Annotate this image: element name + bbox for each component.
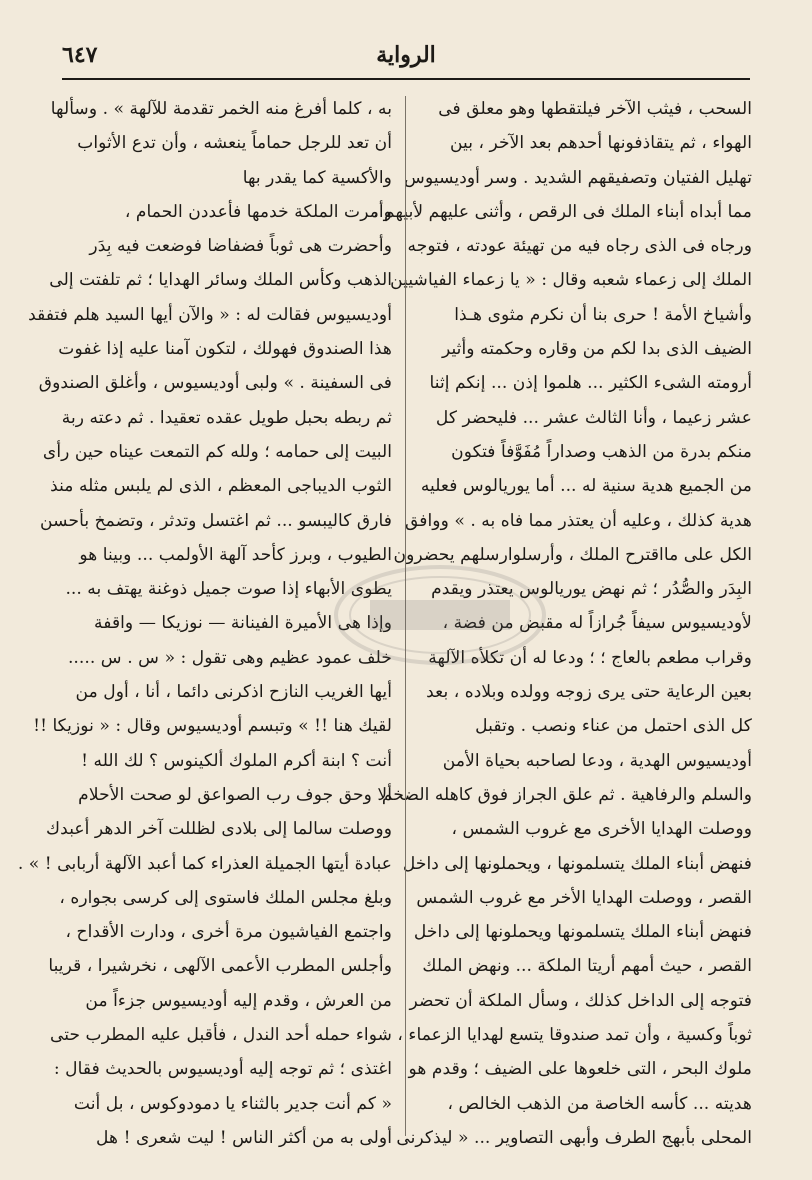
text-line: والسلم والرفاهية . ثم علق الجراز فوق كاهله الضخم <box>381 784 752 805</box>
text-line: من الجميع هدية سنية له ... أما يوريالوس فعليه <box>420 476 752 497</box>
text-line: الكل على مااقترح الملك ، وأرسلوارسلهم يحضرون <box>393 544 752 565</box>
text-line: بعين الرعاية حتى يرى زوجه وولده وبلاده ، بعد <box>426 682 752 703</box>
text-line: وإذا هى الأميرة الفينانة — نوزيكا — واقفة <box>94 613 392 634</box>
column-divider <box>405 96 406 1136</box>
page-number: ٦٤٧ <box>62 42 98 68</box>
text-line: وأمرت الملكة خدمها فأعددن الحمام ، <box>124 201 392 222</box>
text-line: وأجلس المطرب الأعمى الآلهى ، نخرشيرا ، قريبا <box>48 956 392 977</box>
text-line: أيها الغريب النازح اذكرنى دائما ، أنا ، أول من <box>75 682 392 703</box>
text-line: عبادة أيتها الجميلة العذراء كما أعبد الآلهة أربابى ! » . <box>17 853 392 874</box>
text-line: الذهب وكأس الملك وسائر الهدايا ؛ ثم تلفتت إلى <box>49 270 392 291</box>
text-line: والأكسية كما يقدر بها <box>242 167 392 188</box>
text-line: ثم ربطه بحبل طويل عقده تعقيدا . ثم دعته ربة <box>61 407 392 428</box>
text-line: الملك إلى زعماء شعبه وقال : « يا زعماء الفياشيين <box>390 270 752 291</box>
text-line: فنهض أبناء الملك يتسلمونها ، ويحملونها إلى داخل <box>402 853 752 874</box>
text-line: ثوباً وكسية ، وأن تمد صندوقا يتسع لهدايا الزعماء ، <box>397 1025 752 1046</box>
text-line: ووصلت سالما إلى بلادى لظللت آخر الدهر أعبدك <box>46 819 392 840</box>
text-line: وأشياخ الأمة ! حرى بنا أن نكرم مثوى هـذا <box>454 304 752 325</box>
text-line: الضيف الذى بدا لكم من وقاره وحكمته وأثير <box>441 339 752 360</box>
text-line: أولى به من أكثر الناس ! ليت شعرى ! هل <box>96 1127 392 1148</box>
text-line: أن تعد للرجل حماماً ينعشه ، وأن تدع الأثواب <box>77 133 392 154</box>
text-line: الطيوب ، وبرز كأحد آلهة الأولمب ... وبينا هو <box>79 544 392 565</box>
text-line: أوديسيوس فقالت له : « والآن أيها السيد هلم فتفقد <box>28 304 392 325</box>
text-line: لأوديسيوس سيفاً جُرازاً له مقبض من فضة ، <box>442 613 752 634</box>
text-line: وبلغ مجلس الملك فاستوى إلى كرسى بجواره ، <box>59 887 392 908</box>
text-line: مما أبداه أبناء الملك فى الرقص ، وأثنى عليهم لأبيهم ، <box>373 201 752 222</box>
text-line: ووصلت الهدايا الأخرى مع غروب الشمس ، <box>451 819 752 840</box>
text-line: وقراب مطعم بالعاج ؛ ؛ ودعا له أن تكلأه الآلهة <box>428 647 752 668</box>
text-line: اغتذى ؛ ثم توجه إليه أوديسيوس بالحديث فقال : <box>53 1059 392 1080</box>
text-line: أوديسيوس الهدية ، ودعا لصاحبه بحياة الأمن <box>442 750 752 771</box>
text-line: البيت إلى حمامه ؛ ولله كم التمعت عيناه حين رأى <box>42 441 392 462</box>
text-line: البِدَر والصُّدُر ؛ ثم نهض يوريالوس يعتذر ويقدم <box>431 579 752 600</box>
text-line: وأحضرت هى ثوباً فضفاضا فوضعت فيه بِدَر <box>89 236 392 257</box>
text-line: يطوى الأبهاء إذا صوت جميل ذوغنة يهتف به ... <box>65 579 392 600</box>
text-line: أنت ؟ ابنة أكرم الملوك ألكينوس ؟ لك الله ! <box>81 750 392 771</box>
text-line: فى السفينة . » ولبى أوديسيوس ، وأغلق الصندوق <box>38 373 392 394</box>
header-rule <box>62 78 750 80</box>
text-line: القصر ، ووصلت الهدايا الأخر مع غروب الشمس <box>416 887 752 908</box>
text-line: ألا وحق جوف رب الصواعق لو صحت الأحلام <box>78 784 392 805</box>
text-line: فتوجه إلى الداخل كذلك ، وسأل الملكة أن تحضر <box>409 990 752 1011</box>
text-line: « كم أنت جدير بالثناء يا دمودوكوس ، بل أنت <box>73 1093 392 1114</box>
text-line: هذا الصندوق فهولك ، لتكون آمنا عليه إذا غفوت <box>58 339 392 360</box>
text-line: منكم بدرة من الذهب وصداراً مُفَوَّفاً فتكون <box>451 441 752 462</box>
text-line: الثوب الديباجى المعظم ، الذى لم يلبس مثله منذ <box>50 476 392 497</box>
text-line: لقيك هنا !! » وتبسم أوديسيوس وقال : « نوزيكا !! <box>33 716 392 737</box>
text-line: خلف عمود عظيم وهى تقول : « س . س ..... <box>67 647 392 668</box>
text-column-right <box>373 92 752 1155</box>
text-line: فنهض أبناء الملك يتسلمونها ويحملونها إلى داخل <box>413 922 752 943</box>
text-line: به ، كلما أفرغ منه الخمر تقدمة للآلهة » . وسألها <box>50 99 392 119</box>
text-line: ورجاه فى الذى رجاه فيه من تهيئة عودته ، فتوجه <box>407 236 752 257</box>
text-line: شواء حمله أحد الندل ، فأقبل عليه المطرب حتى <box>49 1025 392 1046</box>
text-line: هدية كذلك ، وعليه أن يعتذر مما فاه به . » ووافق <box>404 510 752 531</box>
text-line: القصر ، حيث أمهم أريتا الملكة ... ونهض الملك <box>422 956 752 977</box>
text-line: من العرش ، وقدم إليه أوديسيوس جزءاً من <box>85 990 392 1011</box>
running-title: الرواية <box>376 42 436 68</box>
text-line: تهليل الفتيان وتصفيقهم الشديد . وسر أوديسيوس <box>404 167 752 188</box>
text-line: الهواء ، ثم يتقاذفونها أحدهم بعد الآخر ، بين <box>449 133 752 154</box>
text-line: السحب ، فيثب الآخر فيلتقطها وهو معلق فى <box>438 99 752 119</box>
text-line: المحلى بأبهج الطرف وأبهى التصاوير ... « ليذكرنى <box>396 1127 752 1148</box>
text-column-left <box>17 92 392 1155</box>
text-line: ملوك البحر ، التى خلعوها على الضيف ؛ وقدم هو <box>408 1059 752 1080</box>
text-line: عشر زعيما ، وأنا الثالث عشر ... فليحضر كل <box>435 407 752 428</box>
page-header <box>62 36 750 76</box>
text-line: فارق كاليبسو ... ثم اغتسل وتدثر ، وتضمخ بأحسن <box>40 510 392 531</box>
text-line: أرومته الشىء الكثير ... هلموا إذن ... إنكم إثنا <box>429 373 752 394</box>
text-line: كل الذى احتمل من عناء ونصب . وتقبل <box>475 716 752 737</box>
text-line: هديته ... كأسه الخاصة من الذهب الخالص ، <box>447 1093 752 1114</box>
text-line: واجتمع الفياشيون مرة أخرى ، ودارت الأقداح ، <box>65 922 392 943</box>
